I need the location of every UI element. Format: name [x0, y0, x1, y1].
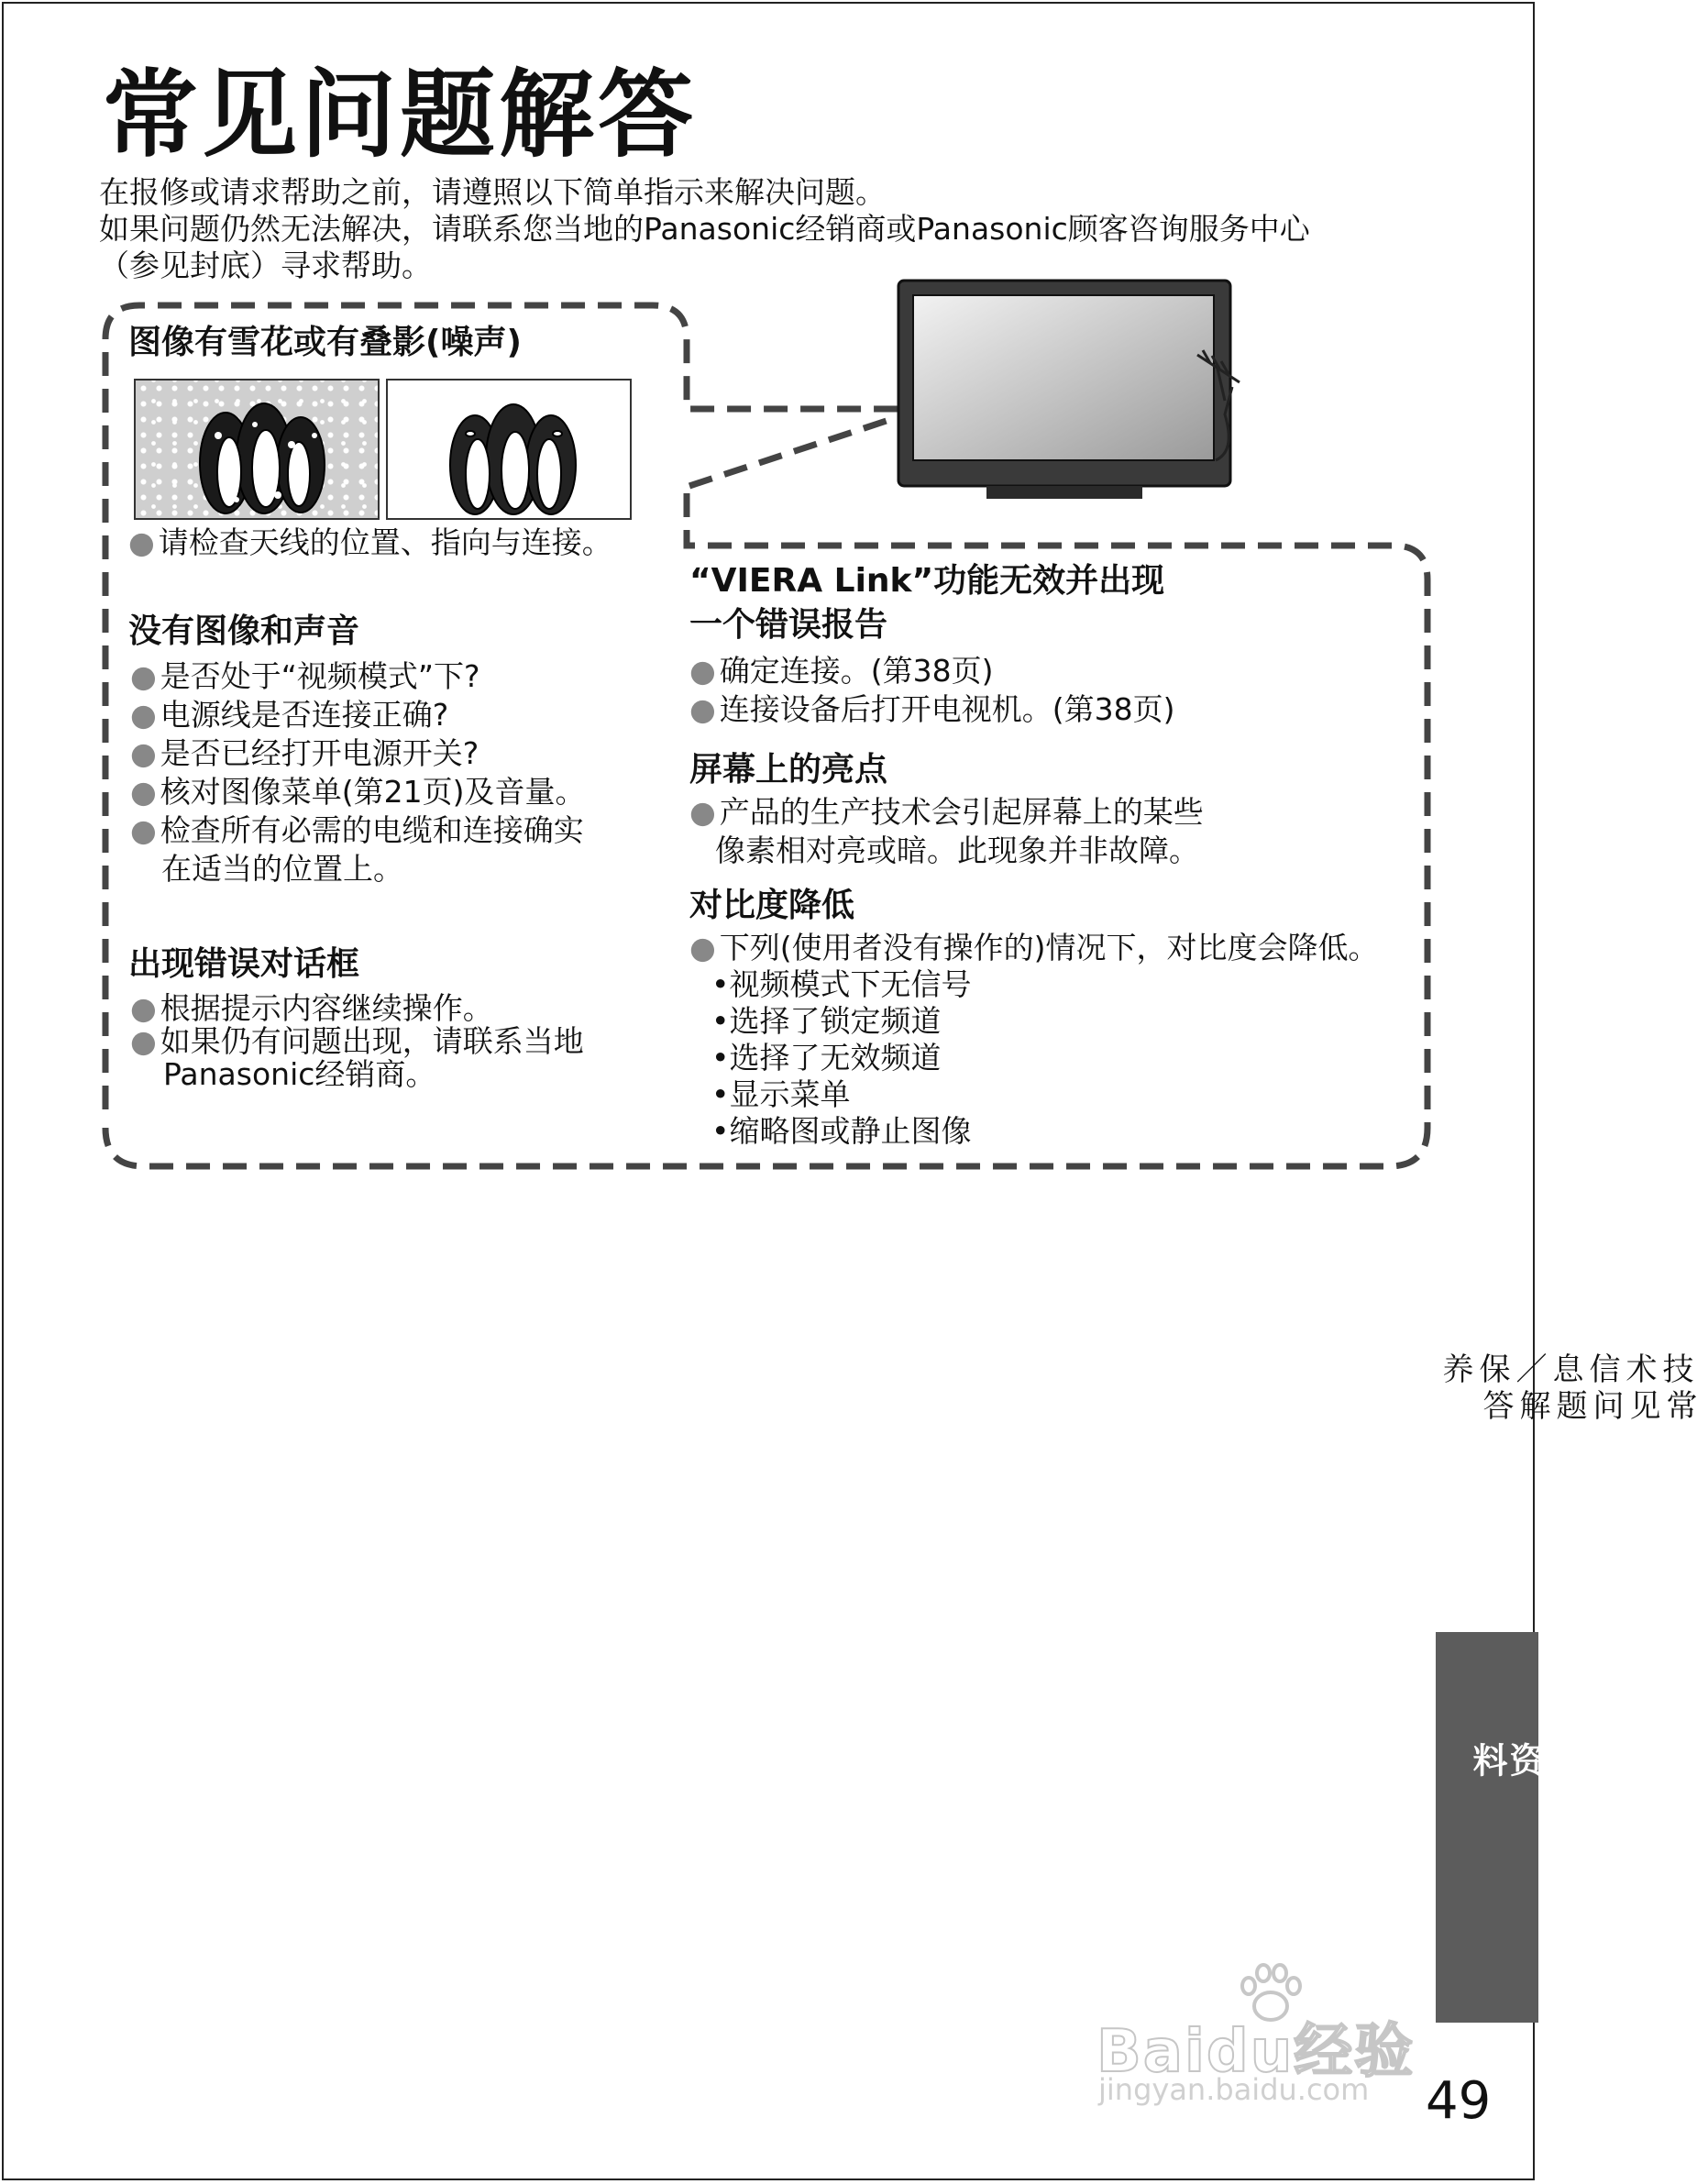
contrast-subitem: •缩略图或静止图像 [711, 1113, 972, 1149]
small-bullet-icon: • [711, 966, 730, 1002]
chapter-tab [1436, 1632, 1538, 2023]
bullet-icon: ● [130, 990, 157, 1026]
contrast-item-text: 下列(使用者没有操作的)情况下，对比度会降低。 [719, 930, 1379, 965]
error-item-text: 根据提示内容继续操作。 [160, 990, 493, 1026]
section-title-bright-spots: 屏幕上的亮点 [689, 751, 888, 789]
list-item [130, 990, 493, 1027]
tv-with-antenna-illustration [895, 277, 1243, 501]
watermark-url: jingyan.baidu.com [1098, 2072, 1370, 2107]
section-title-no-picture: 没有图像和声音 [128, 612, 360, 650]
page-title: 常见问题解答 [103, 59, 698, 171]
nopic-item-text: 核对图像菜单(第21页)及音量。 [160, 774, 586, 810]
watermark-brand-du: du [1206, 2018, 1295, 2086]
viera-item-text: 连接设备后打开电视机。(第38页) [719, 691, 1175, 727]
nopic-item-text: 是否已经打开电源开关? [160, 735, 479, 771]
bullet-icon: ● [130, 735, 157, 771]
list-item [130, 812, 584, 849]
bullet-icon: ● [128, 524, 155, 560]
watermark-brand-jingyan: 经验 [1294, 2018, 1416, 2086]
baidu-watermark [1096, 1964, 1445, 2107]
section-title-viera-link: “VIERA Link”功能无效并出现 [689, 562, 1165, 600]
nopic-item-text: 是否处于“视频模式”下? [160, 658, 480, 694]
small-bullet-icon: • [711, 1040, 730, 1075]
snow-item-text: 请检查天线的位置、指向与连接。 [158, 524, 612, 560]
bullet-icon: ● [130, 658, 157, 694]
list-item [130, 774, 586, 811]
list-item [128, 524, 612, 561]
intro-line-3: （参见封底）寻求帮助。 [99, 248, 432, 283]
penguins-snowy-image [134, 379, 380, 520]
small-bullet-icon: • [711, 1076, 730, 1112]
section-title-contrast: 对比度降低 [689, 887, 855, 924]
error-item-continuation: Panasonic经销商。 [163, 1056, 436, 1092]
nopic-item-text: 电源线是否连接正确? [160, 697, 449, 733]
contrast-subitem: •显示菜单 [711, 1076, 851, 1112]
section-title-error-dialog: 出现错误对话框 [128, 945, 360, 983]
side-label-faq: 常见问题解答 [1477, 1389, 1697, 1423]
intro-line-1: 在报修或请求帮助之前，请遵照以下简单指示来解决问题。 [99, 174, 886, 210]
list-item [130, 1023, 584, 1060]
bullet-icon: ● [689, 653, 716, 689]
list-item [689, 691, 1175, 728]
viera-item-text: 确定连接。(第38页) [719, 653, 994, 689]
bullet-icon: ● [130, 774, 157, 810]
contrast-subitem: •视频模式下无信号 [711, 966, 972, 1002]
error-item-text: 如果仍有问题出现，请联系当地 [160, 1023, 584, 1059]
small-bullet-icon: • [711, 1003, 730, 1039]
nopic-item-text: 检查所有必需的电缆和连接确实 [160, 812, 584, 848]
small-bullet-icon: • [711, 1113, 730, 1149]
list-item [130, 658, 480, 695]
bullet-icon: ● [689, 691, 716, 727]
list-item [689, 930, 1379, 966]
contrast-subitem: •选择了无效频道 [711, 1040, 942, 1075]
bullet-icon: ● [130, 1023, 157, 1059]
nopic-item-continuation: 在适当的位置上。 [161, 851, 403, 887]
bullet-icon: ● [689, 930, 716, 965]
list-item [130, 697, 448, 734]
list-item [130, 735, 479, 772]
side-label-tech-info: 技术信息／保养 [1437, 1352, 1693, 1386]
section-title-snow: 图像有雪花或有叠影(噪声) [128, 324, 522, 361]
bullet-icon: ● [130, 697, 157, 733]
bright-item-continuation: 像素相对亮或暗。此现象并非故障。 [715, 833, 1199, 868]
page-number: 49 [1426, 2071, 1492, 2131]
penguins-clear-image [386, 379, 632, 520]
watermark-brand: Bai [1096, 2018, 1207, 2086]
contrast-subitem: •选择了锁定频道 [711, 1003, 942, 1039]
bright-item-text: 产品的生产技术会引起屏幕上的某些 [719, 794, 1204, 830]
list-item [689, 794, 1204, 831]
bullet-icon: ● [130, 812, 157, 848]
bullet-icon: ● [689, 794, 716, 830]
intro-line-2: 如果问题仍然无法解决，请联系您当地的Panasonic经销商或Panasonic顾客咨询服务中心 [99, 211, 1310, 247]
list-item [689, 653, 994, 689]
section-title-viera-link-line2: 一个错误报告 [689, 606, 888, 644]
